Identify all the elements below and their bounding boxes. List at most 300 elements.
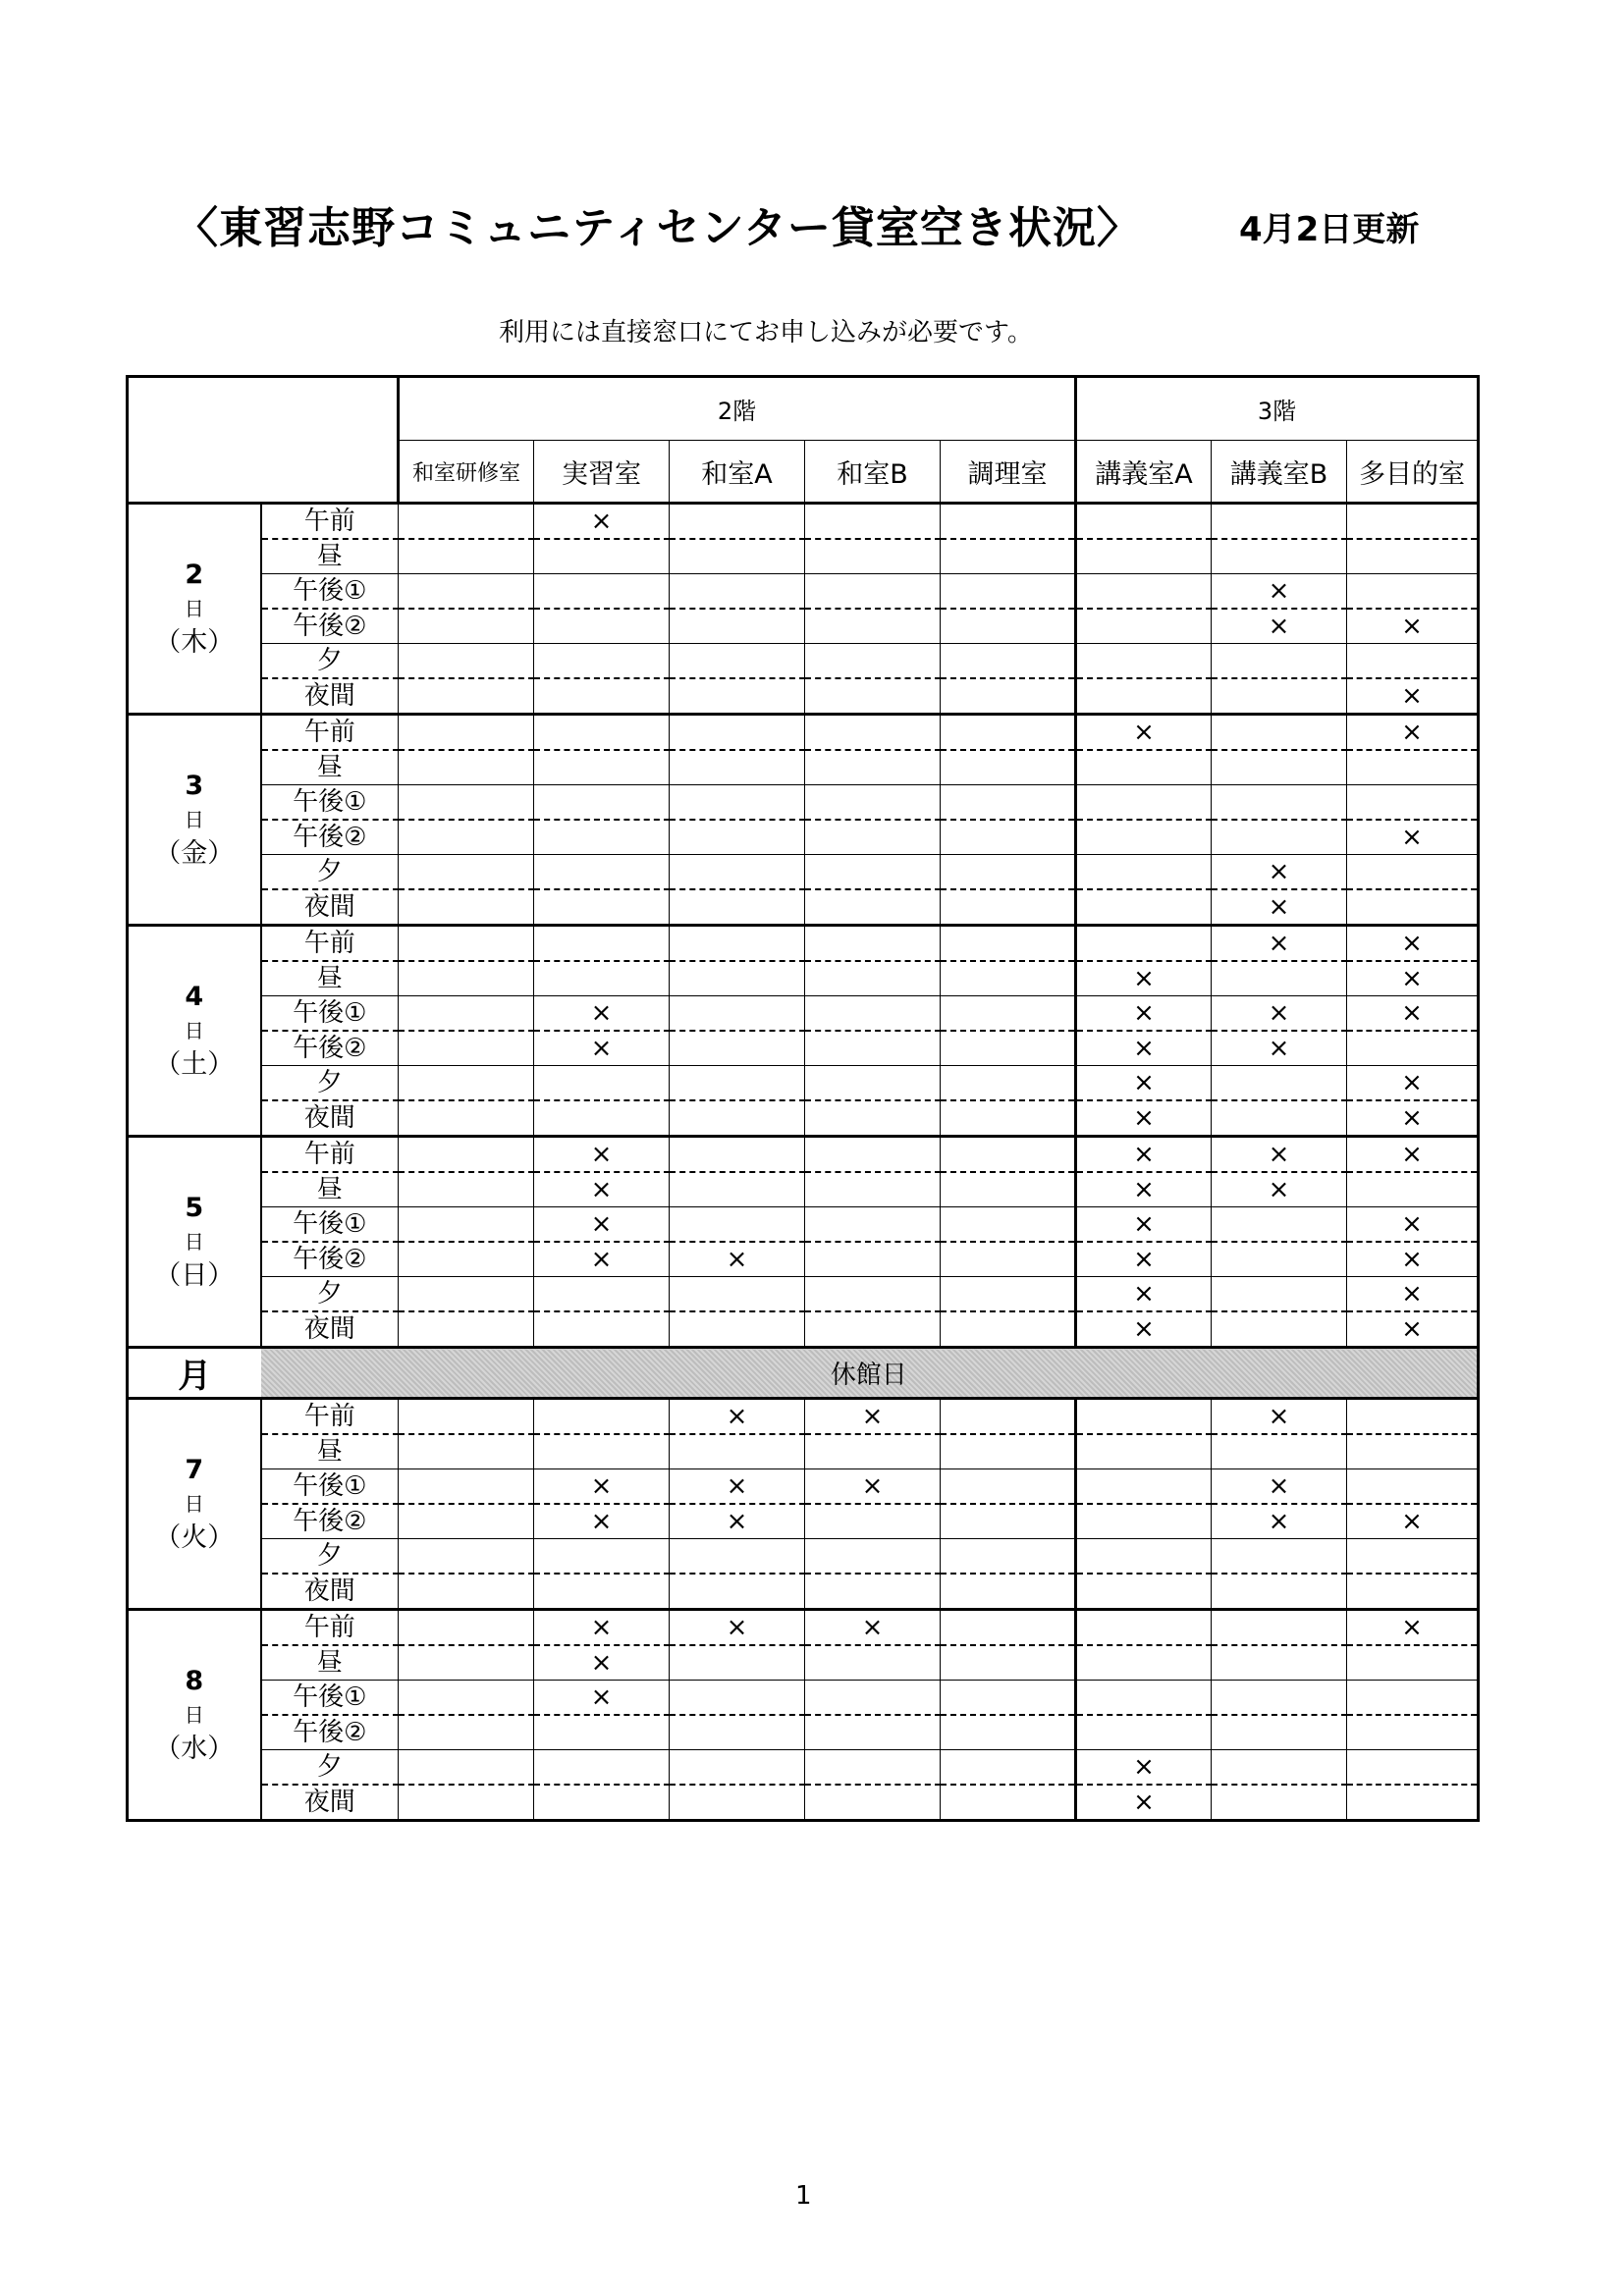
- availability-cell: [1212, 1434, 1347, 1469]
- availability-cell: [941, 961, 1076, 996]
- availability-cell: [399, 1311, 534, 1348]
- availability-cell: [1347, 750, 1479, 785]
- availability-cell: [670, 1137, 805, 1173]
- booked-mark: ×: [1347, 1311, 1479, 1348]
- availability-cell: [805, 574, 941, 610]
- booked-mark: ×: [805, 1469, 941, 1505]
- availability-cell: [534, 785, 670, 821]
- availability-cell: [941, 1574, 1076, 1610]
- availability-cell: [399, 1172, 534, 1207]
- availability-cell: [670, 1172, 805, 1207]
- booked-mark: ×: [1076, 1031, 1212, 1066]
- booked-mark: ×: [1076, 1207, 1212, 1243]
- availability-cell: [1212, 961, 1347, 996]
- availability-cell: [805, 1645, 941, 1681]
- time-slot-label: 午前: [261, 1137, 399, 1173]
- availability-cell: [670, 678, 805, 715]
- time-slot-label: 夜間: [261, 678, 399, 715]
- availability-cell: [941, 1610, 1076, 1646]
- time-slot-label: 夜間: [261, 1100, 399, 1137]
- availability-cell: [670, 996, 805, 1032]
- availability-cell: [1212, 1610, 1347, 1646]
- time-slot-label: 昼: [261, 1172, 399, 1207]
- availability-cell: [670, 1681, 805, 1716]
- booked-mark: ×: [1347, 1277, 1479, 1312]
- availability-cell: [670, 889, 805, 926]
- time-slot-label: 昼: [261, 1645, 399, 1681]
- day-suffix: 日: [184, 1229, 204, 1254]
- booked-mark: ×: [1347, 1610, 1479, 1646]
- time-slot-label: 昼: [261, 1434, 399, 1469]
- availability-cell: [1076, 820, 1212, 855]
- availability-cell: [399, 1277, 534, 1312]
- availability-cell: [670, 574, 805, 610]
- availability-cell: [1076, 1539, 1212, 1575]
- floor-header: 2階: [399, 377, 1076, 441]
- availability-cell: [941, 1399, 1076, 1435]
- booked-mark: ×: [534, 1469, 670, 1505]
- booked-mark: ×: [1212, 1137, 1347, 1173]
- booked-mark: ×: [1076, 996, 1212, 1032]
- time-slot-label: 午後①: [261, 785, 399, 821]
- day-label: [128, 1137, 261, 1348]
- availability-cell: [670, 1311, 805, 1348]
- booked-mark: ×: [1212, 855, 1347, 890]
- time-slot-label: 夜間: [261, 1311, 399, 1348]
- availability-cell: [670, 1207, 805, 1243]
- room-header: 調理室: [941, 441, 1076, 504]
- time-slot-label: 夕: [261, 1539, 399, 1575]
- availability-cell: [399, 820, 534, 855]
- availability-cell: [534, 1311, 670, 1348]
- availability-cell: [1212, 1785, 1347, 1821]
- availability-cell: [399, 1434, 534, 1469]
- availability-cell: [399, 504, 534, 540]
- availability-cell: [1076, 1645, 1212, 1681]
- closed-day-label: 月: [128, 1348, 261, 1399]
- time-slot-label: 午後②: [261, 1031, 399, 1066]
- availability-cell: [941, 715, 1076, 751]
- availability-cell: [941, 996, 1076, 1032]
- booked-mark: ×: [1212, 926, 1347, 962]
- availability-cell: [1212, 1207, 1347, 1243]
- availability-cell: [399, 926, 534, 962]
- availability-cell: [1076, 1504, 1212, 1539]
- availability-cell: [1076, 855, 1212, 890]
- page-title: 〈東習志野コミュニティセンター貸室空き状況〉: [175, 203, 1141, 253]
- time-slot-label: 昼: [261, 750, 399, 785]
- booked-mark: ×: [1076, 1066, 1212, 1101]
- availability-cell: [1347, 1750, 1479, 1786]
- booked-mark: ×: [1347, 1242, 1479, 1277]
- availability-cell: [670, 1645, 805, 1681]
- availability-cell: [941, 678, 1076, 715]
- availability-cell: [399, 1207, 534, 1243]
- availability-cell: [805, 750, 941, 785]
- availability-cell: [941, 1311, 1076, 1348]
- availability-cell: [805, 1434, 941, 1469]
- availability-cell: [670, 504, 805, 540]
- availability-cell: [399, 574, 534, 610]
- availability-cell: [805, 1504, 941, 1539]
- availability-cell: [1347, 504, 1479, 540]
- availability-cell: [941, 1681, 1076, 1716]
- availability-cell: [399, 1031, 534, 1066]
- availability-cell: [805, 715, 941, 751]
- availability-cell: [1212, 1277, 1347, 1312]
- availability-cell: [534, 1574, 670, 1610]
- availability-cell: [941, 1066, 1076, 1101]
- update-date: 4月2日更新: [1239, 210, 1420, 249]
- booked-mark: ×: [1347, 1066, 1479, 1101]
- availability-cell: [1347, 1785, 1479, 1821]
- availability-cell: [534, 1539, 670, 1575]
- time-slot-label: 午後②: [261, 609, 399, 644]
- booked-mark: ×: [805, 1399, 941, 1435]
- availability-cell: [534, 820, 670, 855]
- time-slot-label: 午後①: [261, 574, 399, 610]
- table-corner: [128, 377, 399, 504]
- time-slot-label: 夜間: [261, 889, 399, 926]
- availability-cell: [1347, 1434, 1479, 1469]
- booked-mark: ×: [1076, 1137, 1212, 1173]
- booked-mark: ×: [1076, 1785, 1212, 1821]
- availability-cell: [1212, 750, 1347, 785]
- availability-cell: [1212, 820, 1347, 855]
- booked-mark: ×: [534, 1207, 670, 1243]
- availability-cell: [399, 1574, 534, 1610]
- availability-cell: [670, 1574, 805, 1610]
- time-slot-label: 昼: [261, 961, 399, 996]
- day-label: [128, 715, 261, 926]
- availability-cell: [805, 785, 941, 821]
- availability-cell: [534, 889, 670, 926]
- availability-cell: [805, 1539, 941, 1575]
- availability-cell: [670, 1785, 805, 1821]
- availability-cell: [1212, 785, 1347, 821]
- availability-cell: [1347, 1172, 1479, 1207]
- time-slot-label: 午後①: [261, 1207, 399, 1243]
- booked-mark: ×: [534, 996, 670, 1032]
- availability-cell: [534, 1100, 670, 1137]
- availability-cell: [670, 820, 805, 855]
- day-number: 5: [185, 1193, 204, 1224]
- availability-cell: [941, 1031, 1076, 1066]
- booked-mark: ×: [1212, 889, 1347, 926]
- availability-cell: [941, 1137, 1076, 1173]
- time-slot-label: 夕: [261, 855, 399, 890]
- booked-mark: ×: [534, 1172, 670, 1207]
- booked-mark: ×: [670, 1399, 805, 1435]
- day-number: 3: [185, 771, 204, 802]
- availability-cell: [670, 1434, 805, 1469]
- availability-cell: [941, 889, 1076, 926]
- availability-cell: [1347, 1399, 1479, 1435]
- availability-cell: [1076, 1574, 1212, 1610]
- availability-cell: [941, 1100, 1076, 1137]
- availability-cell: [399, 1399, 534, 1435]
- booked-mark: ×: [1212, 1469, 1347, 1505]
- time-slot-label: 午後②: [261, 1504, 399, 1539]
- booked-mark: ×: [1212, 574, 1347, 610]
- availability-cell: [670, 855, 805, 890]
- availability-cell: [941, 504, 1076, 540]
- availability-cell: [399, 678, 534, 715]
- time-slot-label: 午後②: [261, 1242, 399, 1277]
- availability-cell: [399, 539, 534, 574]
- availability-cell: [805, 1031, 941, 1066]
- availability-cell: [399, 644, 534, 679]
- availability-cell: [1347, 1645, 1479, 1681]
- availability-cell: [805, 644, 941, 679]
- availability-cell: [1076, 1610, 1212, 1646]
- booked-mark: ×: [670, 1469, 805, 1505]
- availability-cell: [1347, 1469, 1479, 1505]
- availability-cell: [1212, 1539, 1347, 1575]
- availability-cell: [805, 1785, 941, 1821]
- time-slot-label: 午後①: [261, 1469, 399, 1505]
- availability-cell: [941, 785, 1076, 821]
- booked-mark: ×: [1076, 1750, 1212, 1786]
- availability-cell: [1076, 539, 1212, 574]
- availability-cell: [1076, 926, 1212, 962]
- booked-mark: ×: [670, 1610, 805, 1646]
- availability-cell: [805, 1242, 941, 1277]
- day-suffix: 日: [184, 1018, 204, 1042]
- booked-mark: ×: [1347, 1137, 1479, 1173]
- availability-cell: [1076, 1715, 1212, 1750]
- room-header: 実習室: [534, 441, 670, 504]
- day-number: 7: [185, 1455, 204, 1486]
- time-slot-label: 夜間: [261, 1574, 399, 1610]
- availability-cell: [941, 644, 1076, 679]
- availability-cell: [1076, 644, 1212, 679]
- time-slot-label: 夜間: [261, 1785, 399, 1821]
- availability-cell: [941, 1715, 1076, 1750]
- availability-cell: [1076, 889, 1212, 926]
- availability-cell: [941, 1539, 1076, 1575]
- availability-cell: [670, 715, 805, 751]
- closed-day-bar: 休館日: [261, 1348, 1479, 1399]
- booked-mark: ×: [670, 1504, 805, 1539]
- booked-mark: ×: [534, 1137, 670, 1173]
- availability-cell: [1347, 1539, 1479, 1575]
- booked-mark: ×: [1347, 961, 1479, 996]
- availability-cell: [941, 1242, 1076, 1277]
- availability-cell: [534, 1277, 670, 1312]
- availability-cell: [1347, 1574, 1479, 1610]
- availability-cell: [399, 1715, 534, 1750]
- availability-cell: [534, 750, 670, 785]
- availability-cell: [1347, 644, 1479, 679]
- availability-cell: [1076, 1469, 1212, 1505]
- availability-cell: [1212, 678, 1347, 715]
- availability-cell: [1076, 785, 1212, 821]
- availability-cell: [805, 678, 941, 715]
- availability-cell: [805, 1100, 941, 1137]
- availability-cell: [1212, 1066, 1347, 1101]
- availability-cell: [399, 1504, 534, 1539]
- availability-cell: [670, 926, 805, 962]
- availability-cell: [805, 504, 941, 540]
- day-label: [128, 926, 261, 1137]
- availability-cell: [670, 1031, 805, 1066]
- availability-cell: [670, 1066, 805, 1101]
- availability-cell: [805, 1066, 941, 1101]
- availability-cell: [399, 1100, 534, 1137]
- booked-mark: ×: [534, 1242, 670, 1277]
- booked-mark: ×: [1347, 1504, 1479, 1539]
- time-slot-label: 午前: [261, 715, 399, 751]
- booked-mark: ×: [1076, 961, 1212, 996]
- booked-mark: ×: [670, 1242, 805, 1277]
- availability-cell: [941, 1750, 1076, 1786]
- booked-mark: ×: [1347, 1100, 1479, 1137]
- availability-cell: [941, 609, 1076, 644]
- availability-cell: [805, 820, 941, 855]
- availability-cell: [1347, 574, 1479, 610]
- day-suffix: 日: [184, 807, 204, 831]
- availability-cell: [534, 926, 670, 962]
- availability-cell: [1212, 1242, 1347, 1277]
- day-number: 2: [185, 560, 204, 591]
- availability-cell: [534, 961, 670, 996]
- availability-cell: [1212, 539, 1347, 574]
- day-label: [128, 1399, 261, 1610]
- availability-cell: [941, 1434, 1076, 1469]
- availability-cell: [941, 574, 1076, 610]
- booked-mark: ×: [534, 504, 670, 540]
- availability-cell: [1347, 855, 1479, 890]
- day-suffix: 日: [184, 596, 204, 620]
- availability-cell: [941, 539, 1076, 574]
- time-slot-label: 夕: [261, 1066, 399, 1101]
- availability-cell: [805, 539, 941, 574]
- availability-cell: [1212, 504, 1347, 540]
- availability-cell: [1347, 889, 1479, 926]
- booked-mark: ×: [1347, 820, 1479, 855]
- availability-cell: [805, 1207, 941, 1243]
- availability-cell: [399, 1539, 534, 1575]
- day-suffix: 日: [184, 1491, 204, 1516]
- availability-cell: [534, 1434, 670, 1469]
- availability-cell: [941, 1785, 1076, 1821]
- availability-cell: [805, 1137, 941, 1173]
- floor-header: 3階: [1076, 377, 1479, 441]
- availability-cell: [1212, 715, 1347, 751]
- availability-cell: [534, 715, 670, 751]
- availability-cell: [1076, 1681, 1212, 1716]
- availability-cell: [805, 1277, 941, 1312]
- availability-cell: [805, 889, 941, 926]
- availability-cell: [941, 1172, 1076, 1207]
- day-number: 8: [185, 1666, 204, 1697]
- booked-mark: ×: [1347, 715, 1479, 751]
- availability-cell: [805, 926, 941, 962]
- availability-cell: [670, 609, 805, 644]
- room-header: 講義室B: [1212, 441, 1347, 504]
- day-of-week: （火）: [154, 1522, 235, 1553]
- booked-mark: ×: [1347, 996, 1479, 1032]
- time-slot-label: 夕: [261, 1277, 399, 1312]
- availability-cell: [805, 996, 941, 1032]
- availability-cell: [1212, 1750, 1347, 1786]
- availability-cell: [534, 1399, 670, 1435]
- availability-cell: [805, 855, 941, 890]
- availability-cell: [1347, 539, 1479, 574]
- availability-cell: [670, 961, 805, 996]
- time-slot-label: 午前: [261, 1399, 399, 1435]
- availability-cell: [805, 1311, 941, 1348]
- day-number: 4: [185, 982, 204, 1013]
- availability-cell: [941, 1645, 1076, 1681]
- day-of-week: （金）: [154, 837, 235, 869]
- availability-cell: [1076, 1399, 1212, 1435]
- availability-cell: [1212, 1574, 1347, 1610]
- availability-cell: [399, 889, 534, 926]
- availability-cell: [941, 750, 1076, 785]
- availability-cell: [805, 1750, 941, 1786]
- availability-cell: [670, 750, 805, 785]
- availability-cell: [534, 609, 670, 644]
- availability-cell: [1212, 1681, 1347, 1716]
- time-slot-label: 午前: [261, 504, 399, 540]
- availability-table: [126, 375, 1480, 1822]
- time-slot-label: 午後①: [261, 1681, 399, 1716]
- booked-mark: ×: [534, 1610, 670, 1646]
- booked-mark: ×: [1212, 996, 1347, 1032]
- availability-cell: [1076, 678, 1212, 715]
- booked-mark: ×: [1347, 1207, 1479, 1243]
- availability-cell: [670, 539, 805, 574]
- availability-cell: [399, 1610, 534, 1646]
- availability-cell: [1076, 504, 1212, 540]
- availability-cell: [670, 1715, 805, 1750]
- booked-mark: ×: [1076, 1277, 1212, 1312]
- time-slot-label: 午後②: [261, 1715, 399, 1750]
- availability-cell: [941, 1469, 1076, 1505]
- booked-mark: ×: [534, 1681, 670, 1716]
- availability-cell: [1347, 1681, 1479, 1716]
- day-of-week: （日）: [154, 1259, 235, 1291]
- availability-cell: [805, 1715, 941, 1750]
- day-of-week: （水）: [154, 1733, 235, 1764]
- day-label: [128, 1610, 261, 1821]
- availability-cell: [1212, 1715, 1347, 1750]
- availability-cell: [941, 1277, 1076, 1312]
- room-header: 和室B: [805, 441, 941, 504]
- availability-cell: [399, 1469, 534, 1505]
- availability-cell: [805, 1574, 941, 1610]
- availability-cell: [399, 1242, 534, 1277]
- availability-cell: [534, 644, 670, 679]
- availability-cell: [399, 785, 534, 821]
- availability-cell: [941, 1207, 1076, 1243]
- booked-mark: ×: [1347, 678, 1479, 715]
- availability-cell: [805, 609, 941, 644]
- availability-cell: [534, 574, 670, 610]
- availability-cell: [534, 1785, 670, 1821]
- booked-mark: ×: [534, 1645, 670, 1681]
- availability-cell: [1347, 1031, 1479, 1066]
- availability-cell: [399, 1066, 534, 1101]
- booked-mark: ×: [534, 1031, 670, 1066]
- availability-cell: [670, 1750, 805, 1786]
- availability-cell: [534, 678, 670, 715]
- availability-cell: [1212, 1311, 1347, 1348]
- availability-cell: [399, 855, 534, 890]
- time-slot-label: 午前: [261, 1610, 399, 1646]
